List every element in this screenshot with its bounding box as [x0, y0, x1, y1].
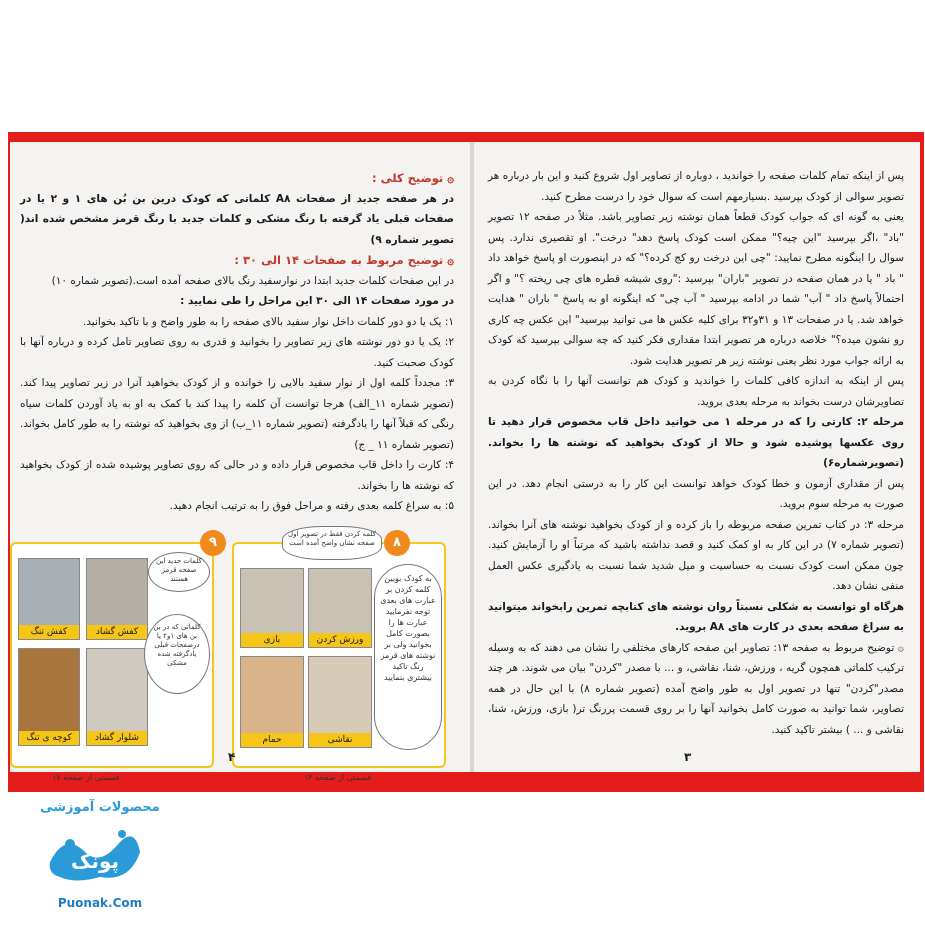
illustration-card-8: [232, 530, 446, 782]
paragraph: یعنی به گونه ای که جواب کودک قطعاً همان نوشته زیر تصاویر باشد. مثلاً در صفحه ۱۲ تصویر "باد" ،اگر بپرسید "این چیه؟" ممکن است کودک پاسخ دهد" درخت". او تقصیری ندارد. پس سوال را اینگونه مطرح نمایید: "چی این درخت رو کج کرده؟" که در اینصورت او پاسخ خواهد داد " باد " یا در همان صفحه در تصویر "باران" بپرسید :"روی شیشه قطره های چی ریخته ؟" و اگر احتمالاً پاسخ داد " آب" شما در ادامه بپرسید " آب چی" که اینگونه او به پاسخ " باران " هدایت خواهد شد. یا در صفحات ۱۳ و ۳۱و۳۲ برای کلیه عکس ها می توانید بپرسید" این عکس چه کاری رو نشون میده؟" خلاصه درباره هر تصویر ابتدا مقداری فکر کنید که چه سوالی بپرسید که کودک به ارائه جواب مورد نظر یعنی نوشته زیر هر تصویر هدایت شود.: [488, 211, 904, 367]
photo-painting: [308, 656, 372, 748]
photo-loose-pants: [86, 648, 148, 746]
heading-general: ۞ توضیح کلی :: [372, 171, 454, 185]
photo-narrow-alley: [18, 648, 80, 746]
caption-loose-pants: شلوار گشاد: [87, 731, 147, 745]
paragraph: پس از اینکه تمام کلمات صفحه را خواندید ، دوباره از تصاویر اول شروع کنید و این بار درباره هر تصویر سوالی از کودک بپرسید .بسیارمهم است که سوال خود را درست مطرح کنید.: [488, 170, 904, 203]
step-item: ۱: یک یا دو دور کلمات داخل نوار سفید بالای صفحه را به طور واضح و با تاکید بخوانید.: [82, 315, 454, 328]
photo-play: [240, 568, 304, 648]
card-footer: قسمتی از صفحه ۱۳: [304, 773, 372, 782]
old-words-bubble: کلماتی که در بن بن های ۱و۲ یا درصفحات قبلی یادگرفته شده مشکی: [144, 614, 210, 694]
general-text: در هر صفحه جدید از صفحات A۸ کلماتی که کودک درین بن بُن های ۱ و ۲ یا در صفحات قبلی یاد گرفته با رنگ مشکی و کلمات جدید با رنگ قرمز مشخص شده اند( تصویر شماره ۹): [20, 192, 454, 246]
caption-narrow-alley: کوچه ی تنگ: [19, 731, 79, 745]
badge-9: ۹: [200, 530, 226, 556]
caption-painting: نقاشی: [309, 733, 371, 747]
book-spread: [8, 132, 924, 792]
caption-play: بازی: [241, 633, 303, 647]
step-item: ۵: به سراغ کلمه بعدی رفته و مراحل فوق را به ترتیب انجام دهید.: [169, 500, 454, 512]
illustration-card-9: [10, 535, 217, 782]
photo-loose-shoe: [86, 558, 148, 640]
paragraph-next-page: هرگاه او توانست به شکلی نسبتاً روان نوشته های کتابچه تمرین رابخواند میتوانید به سراغ صفحه بعدی در کارت های A۸ بروید.: [488, 600, 904, 633]
left-page-text: [20, 168, 454, 517]
paragraph: پس از مقداری آزمون و خطا کودک خواهد توانست این کار را به درستی انجام دهد. در این صورت به مرحله سوم بروید.: [488, 477, 904, 510]
steps-intro: در مورد صفحات ۱۴ الی ۳۰ این مراحل را طی نمایید :: [180, 295, 454, 307]
card-footer: قسمتی از صفحه ۱۷: [52, 773, 120, 782]
photo-exercise: [308, 568, 372, 648]
caption-tight-shoe: کفش تنگ: [19, 625, 79, 639]
paragraph-step2: مرحله ۲: کارتی را که در مرحله ۱ می خوانید داخل قاب مخصوص قرار دهید تا روی عکسها پوشیده شود و حالا از کودک بخواهید که نوشته ها را بخواند. (تصویرشماره۶): [488, 416, 904, 469]
right-page-text: [488, 166, 904, 740]
page-number: ۳: [684, 750, 692, 764]
step-item: ۳: مجدداً کلمه اول از نوار سفید بالایی را خوانده و از کودک بخواهید آنرا در زیر تصاویر پیدا کند. (تصویر شماره ۱۱_الف) هرجا توانست آن کلمه را پیدا کند با کمک به او به یاد آوردن کلمات سیاه رنگی که قبلاً آنها را یادگرفته (تصویر شماره ۱۱_ب) از وی بخواهید که نوشته را به طور کامل بخواند. (تصویر شماره ۱۱ _ ج): [20, 377, 454, 451]
heading-pages: ۞ توضیح مربوط به صفحات ۱۴ الی ۳۰ :: [234, 253, 454, 267]
right-page: [474, 142, 920, 772]
paragraph: پس از اینکه به اندازه کافی کلمات را خواندید و کودک هم توانست آنها را با نگاه کردن به تصاویرشان درست بخواند به مرحله بعدی بروید.: [488, 375, 904, 408]
logo-url: Puonak.Com: [57, 896, 143, 910]
caption-bath: حمام: [241, 733, 303, 747]
photo-bath: [240, 656, 304, 748]
paragraph-page13: ۞ توضیح مربوط به صفحه ۱۳: تصاویر این صفحه کارهای مختلفی را نشان می دهند که به وسیله ترکیب کلماتی همچون گریه ، ورزش، شنا، نقاشی، و ... با مصدر "کردن" بیان می شوند. هر چند مصدر"کردن" تنها در تصویر اول به طور واضح آمده (تصویر شماره ۸) با این حال در همه تصاویر، شما توانید به صورت کامل بخوانید آنها را بر روی قسمت پررنگ تر( بازی، ورزش، شنا، نقاشی و ... ) بیشتر تاکید کنید.: [488, 641, 904, 736]
step-item: ۲: یک یا دو دور نوشته های زیر تصاویر را بخوانید و قدری به روی تصاویر تامل کرده و درباره آنها با کودک صحبت کنید.: [20, 336, 454, 369]
left-page: [10, 142, 470, 782]
caption-exercise: ورزش کردن: [309, 633, 371, 647]
caption-loose-shoe: کفش گشاد: [87, 625, 147, 639]
new-words-bubble: کلمات جدید این صفحه قرمز هستند: [148, 552, 210, 592]
paragraph-step3: مرحله ۳: در کتاب تمرین صفحه مربوطه را باز کرده و از کودک بخواهید نوشته های آنرا بخواند. (تصویر شماره ۷) در این کار به او کمک کنید و قصد نداشته باشید که مرتباً او را آزمایش کنید. چون ممکن است کودک نسبت به حساسیت و میل شدید شما نسبت به یادگیری عکس العمل منفی نشان دهد.: [488, 518, 904, 592]
photo-tight-shoe: [18, 558, 80, 640]
pages-text: در این صفحات کلمات جدید ابتدا در نوارسفید رنگ بالای صفحه آمده است.(تصویر شماره ۱۰): [51, 274, 454, 287]
note-bubble: کلمه کردن فقط در تصویر اول صفحه نشان واضح آمده است: [282, 526, 382, 560]
step-item: ۴: کارت را داخل قاب مخصوص قرار داده و در حالی که روی تصاویر پوشیده شده از کودک بخواهید که نوشته ها را بخواند.: [20, 459, 454, 492]
logo-mark-icon: [40, 822, 150, 892]
logo-brand-text: پونک: [70, 849, 120, 873]
page-number: ۴: [228, 750, 236, 764]
logo-subtitle: محصولات آموزشی: [40, 800, 160, 815]
badge-8: ۸: [384, 530, 410, 556]
instruction-bubble: به کودک بوبین کلمه کردن بر عبارت های بعدی توجه نفرمایید عبارت ها را بصورت کامل بخوانید ولی بر نوشته های قرمز رنگ تاکید بیشتری بنمایید: [374, 564, 442, 750]
brand-logo: [30, 800, 170, 920]
